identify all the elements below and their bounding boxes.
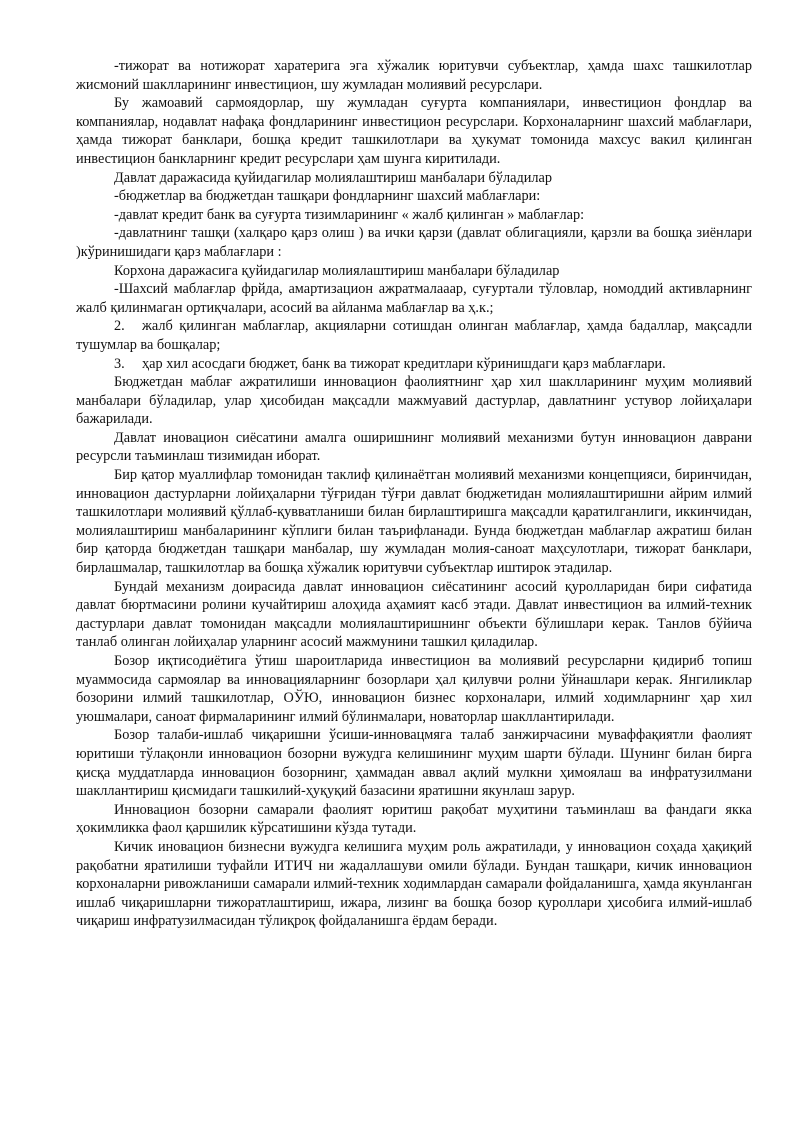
numbered-item (76, 355, 752, 374)
paragraph: Бюджетдан маблағ ажратилиши инновацион фаолиятнинг ҳар хил шаклларининг муҳим молиявий манбалари бўладилар, улар ҳисобидан мақсадли мажмуавий дастурлар, давлатнинг устувор лойиҳалари бажарилади. (76, 374, 752, 428)
paragraph: Кичик иновацион бизнесни вужудга келишига муҳим роль ажратилади, у инновацион соҳада ҳақиқий рақобатни яратилиши туфайли ИТИЧ ни жадаллашуви омили бўлади. Бундан ташқари, кичик инновацион корхоналарни ривожланиши самарали илмий-техник ходимлардан самарали фойдаланишга, ҳамда якунланган ишлаб чиқаришларни тижоратлаштириш, ижара, лизинг ва бошқа бозор қуроллари ҳисобига илмий-ишлаб чиқариш инфратузилмасидан тўлиқроқ фойдаланишга ёрдам беради. (76, 838, 752, 930)
paragraph: Бундай механизм доирасида давлат инновацион сиёсатининг асосий қуролларидан бири сифатида давлат бюртмасини ролини кучайтириш алоҳида аҳамият касб этади. Давлат инвестицион ва илмий-техник дастурлари давлат томонидан мақсадли молиялаштиришнинг объекти бўлишлари керак. Танлов бўйича танлаб олинган лойиҳалар уларнинг асосий мажмунини ташкил қиладилар. (76, 578, 752, 651)
paragraph: Давлат иновацион сиёсатини амалга оширишнинг молиявий механизми бутун инновацион даврани ресурсли таъминлаш тизимидан иборат. (76, 429, 752, 465)
paragraph: Корхона даражасига қуйидагилар молиялаштириш манбалари бўладилар (114, 262, 560, 279)
list-item-text: жалб қилинган маблағлар, акцияларни сотишдан олинган маблағлар, ҳамда бадаллар, мақсадли тушумлар ва бошқалар; (76, 318, 752, 353)
paragraph: Бир қатор муаллифлар томонидан таклиф қилинаётган молиявий механизми концепцияси, биринчидан, инновацион дастурларни лойиҳаларни тўғридан тўғри давлат бюджетидан молиялаштиришни айрим илмий ташкилотлари молиявий қўллаб-қувватланиши билан бирлаштиришга мақсадли қаратилганлиги, иккинчидан, молиялаштириш манбаларининг кўплиги билан таърифланади. Бунда бюджетдан маблағлар ажратиш билан бир қаторда бюджетдан ташқари манбалар, шу жумладан молия-саноат маҳсулотлари, тижорат банклари, бирлашмалар, ташкилотлар ва бошқа хўжалик юритувчи субъектлар иштирок этадилар. (76, 467, 752, 577)
paragraph: Давлат даражасида қуйидагилар молиялаштириш манбалари бўладилар (114, 169, 552, 186)
paragraph: Бозор иқтисодиётига ўтиш шароитларида инвестицион ва молиявий ресурсларни қидириб топиш муаммосида сармоялар ва инновацияларнинг бозорлари ҳал қилувчи ролни ўйнашлари керак. Янгиликлар бозорини илмий ташкилотлар, ОЎЮ, инновацион бизнес корхоналари, илмий ходимларнинг ҳар хил уюшмалари, саноат фирмаларининг илмий бўлинмалари, новаторлар шакллантирилади. (76, 653, 752, 725)
list-number: 2. (114, 318, 125, 335)
paragraph: -тижорат ва нотижорат харатерига эга хўжалик юритувчи субъектлар, ҳамда шахс ташкилотлар жисмоний шаклларининг инвестицион, шу жумладан молиявий ресурслари. (76, 58, 752, 93)
paragraph: -давлат кредит банк ва суғурта тизимларининг « жалб қилинган » маблағлар: (114, 206, 585, 223)
list-number: 3. (114, 355, 125, 372)
list-item-text: ҳар хил асосдаги бюджет, банк ва тижорат кредитлари кўринишдаги қарз маблағлари. (142, 355, 666, 372)
paragraph: Бу жамоавий сармоядорлар, шу жумладан суғурта компаниялари, инвестицион фондлар ва компаниялар, нодавлат нафақа фондларининг инвестицион ресурслари. Корхоналарнинг шахсий маблағлари, ҳамда тижорат банклари, бошқа кредит ташкилотлари ва ҳукумат томонида махсус вакил қилинган инвестицион банкларнинг кредит ресурслари ҳам шунга киритилади. (76, 95, 752, 167)
paragraph: -бюджетлар ва бюджетдан ташқари фондларнинг шахсий маблағлари: (114, 188, 541, 205)
paragraph: Бозор талаби-ишлаб чиқаришни ўсиши-инновацмяга талаб занжирчасини муваффақиятли фаолият юритиши тўлақонли инновацион бозорни вужудга келишининг муҳим шарти бўлади. Шунинг билан бирга қисқа муддатларда инновацион бозорнинг, ҳаммадан аввал ақлий мулкни ҳимоялаш ва инфратузилмани шакллантириш қисмидаги ташкилий-ҳуқуқий базасини яратишни якунлаш зарур. (76, 727, 752, 800)
document-body (76, 57, 752, 931)
paragraph: Инновацион бозорни самарали фаолият юритиш рақобат муҳитини таъминлаш ва фандаги якка ҳокимликка фаол қаршилик кўрсатишини кўзда тутади. (76, 801, 752, 837)
paragraph: -Шахсий маблағлар фрйда, амартизацион ажратмалааар, суғуртали тўловлар, номоддий активларнинг жалб қилинмаган ортиқчалари, асосий ва айланма маблағлар ва ҳ.к.; (76, 281, 752, 316)
paragraph: -давлатнинг ташқи (халқаро қарз олиш ) ва ички қарзи (давлат облигацияли, қарзли ва бошқа зиёнлари )кўринишидаги қарз маблағлари : (76, 225, 752, 260)
numbered-item (76, 317, 752, 354)
